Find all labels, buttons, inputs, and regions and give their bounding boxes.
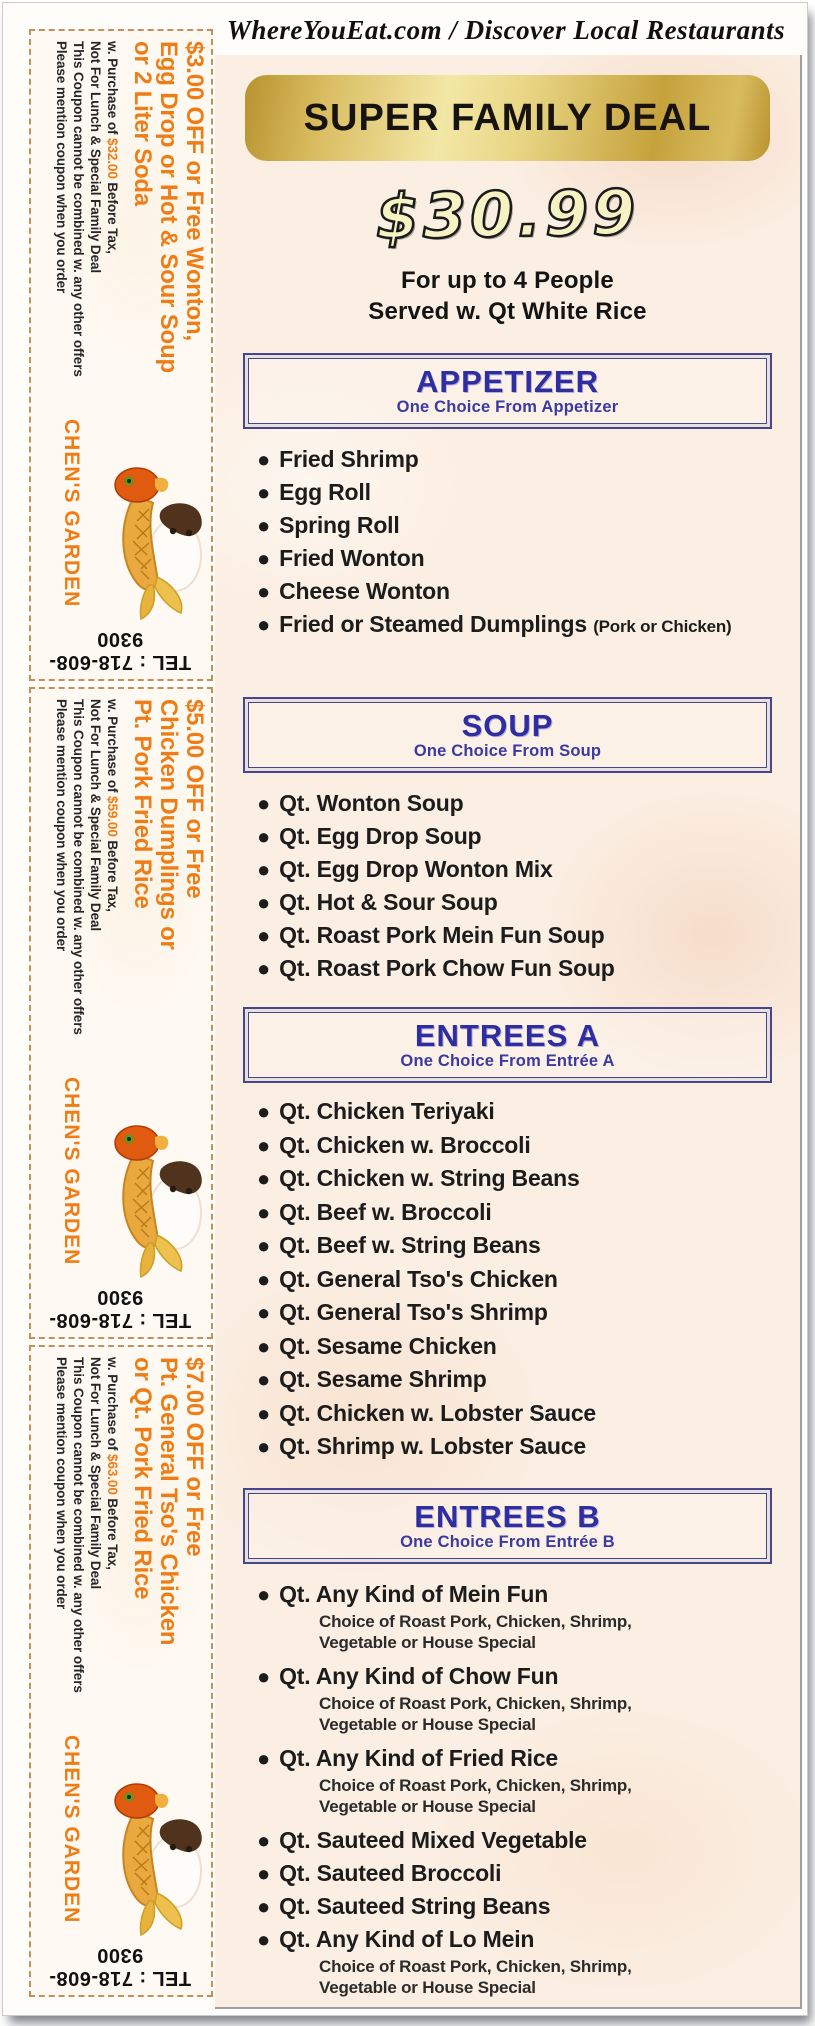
- menu-item: ● Qt. Chicken w. String Beans: [257, 1165, 580, 1191]
- section-header-entrees-b: [243, 1488, 772, 1564]
- coupon-term-line: This Coupon cannot be combined w. any other offers: [71, 1357, 86, 1693]
- coupon-term-line: Not For Lunch & Special Family Deal: [88, 699, 103, 932]
- bullet-icon: ●: [257, 1663, 271, 1689]
- coupon-headline-line: Chicken Dumplings or: [155, 699, 182, 950]
- koi-fish-logo: [101, 459, 209, 627]
- coupon-7-dollars-off: [29, 1345, 213, 1997]
- menu-page: [2, 2, 808, 2016]
- bullet-icon: ●: [257, 824, 271, 849]
- coupon-headline-line: Egg Drop or Hot & Sour Soup: [155, 41, 182, 373]
- bullet-icon: ●: [257, 1745, 271, 1771]
- coupon-5-dollars-off: [29, 687, 213, 1339]
- coupon-purchase-line: w. Purchase of $32.00 Before Tax,: [105, 41, 120, 254]
- koi-fish-logo: [101, 1117, 209, 1285]
- purchase-amount: $59.00: [105, 796, 120, 837]
- coupon-headline-line: or 2 Liter Soda: [129, 41, 156, 207]
- coupon-rotated-text: [31, 35, 209, 475]
- menu-item: ● Qt. Shrimp w. Lobster Sauce: [257, 1433, 586, 1459]
- coupon-term-line: This Coupon cannot be combined w. any other offers: [71, 699, 86, 1035]
- menu-item: ● Qt. Any Kind of Lo Mein: [257, 1925, 535, 1952]
- menu-item: ● Qt. Hot & Sour Soup: [257, 889, 498, 915]
- bullet-icon: ●: [257, 1827, 271, 1853]
- restaurant-name-vertical: CHEN'S GARDEN: [60, 1077, 83, 1266]
- section-subtitle: One Choice From Entrée A: [400, 1052, 615, 1070]
- menu-item: ● Qt. Any Kind of Chow Fun: [257, 1662, 559, 1689]
- bullet-icon: ●: [257, 923, 271, 948]
- phone-number: TEL : 718-608-9300: [48, 1944, 192, 1989]
- menu-item: ● Qt. General Tso's Shrimp: [257, 1299, 548, 1325]
- menu-item: ● Fried or Steamed Dumplings (Pork or Chicken): [257, 611, 732, 637]
- phone-number: TEL : 718-608-9300: [48, 628, 192, 673]
- bullet-icon: ●: [257, 1367, 271, 1392]
- menu-item: ● Egg Roll: [257, 479, 371, 505]
- menu-item: ● Qt. Sesame Chicken: [257, 1332, 497, 1359]
- menu-item: ● Qt. Egg Drop Wonton Mix: [257, 856, 553, 882]
- coupon-3-dollars-off: [29, 29, 213, 681]
- bullet-icon: ●: [257, 1266, 271, 1292]
- coupon-term-line: Not For Lunch & Special Family Deal: [88, 1357, 103, 1590]
- bullet-icon: ●: [257, 1434, 271, 1459]
- section-header-soup: [243, 697, 772, 773]
- coupon-term-line: This Coupon cannot be combined w. any other offers: [71, 41, 86, 377]
- coupon-headline: [129, 41, 207, 475]
- entrees-a-list: [257, 1095, 800, 1464]
- entrees-b-list: [257, 1578, 800, 1998]
- menu-item: ● Qt. Roast Pork Chow Fun Soup: [257, 955, 615, 981]
- bullet-icon: ●: [257, 1926, 271, 1952]
- bullet-icon: ●: [257, 1400, 271, 1426]
- bullet-icon: ●: [257, 1099, 271, 1124]
- menu-item-description: Choice of Roast Pork, Chicken, Shrimp, Vegetable or House Special: [319, 1693, 632, 1734]
- bullet-icon: ●: [257, 857, 271, 882]
- deal-subtitle-line: For up to 4 People: [401, 267, 614, 294]
- bullet-icon: ●: [257, 1860, 271, 1886]
- menu-item: ● Qt. Any Kind of Fried Rice: [257, 1744, 559, 1771]
- menu-item: ● Qt. Roast Pork Mein Fun Soup: [257, 922, 605, 948]
- coupon-headline-line: $7.00 OFF or Free: [181, 1357, 208, 1557]
- coupon-headline: [129, 1357, 207, 1791]
- coupon-purchase-line: w. Purchase of $63.00 Before Tax,: [105, 1357, 120, 1570]
- bullet-icon: ●: [257, 1300, 271, 1325]
- coupon-rotated-text: [31, 693, 209, 1133]
- purchase-amount: $32.00: [105, 138, 120, 179]
- bullet-icon: ●: [257, 791, 271, 816]
- coupon-terms: [53, 699, 121, 1133]
- deal-subtitle-line: Served w. Qt White Rice: [368, 298, 647, 325]
- restaurant-name-vertical: CHEN'S GARDEN: [60, 419, 83, 608]
- coupon-terms: [53, 41, 121, 475]
- deal-price: $30.99: [375, 175, 640, 254]
- deal-subtitle: [215, 265, 800, 327]
- coupon-purchase-line: w. Purchase of $59.00 Before Tax,: [105, 699, 120, 912]
- coupon-column: [29, 29, 213, 2003]
- menu-item-note: (Pork or Chicken): [593, 617, 732, 636]
- fish-head: [115, 468, 159, 502]
- bullet-icon: ●: [257, 447, 271, 472]
- menu-item: ● Qt. Chicken Teriyaki: [257, 1098, 495, 1124]
- coupon-headline-line: $3.00 OFF or Free Wonton,: [181, 41, 208, 341]
- menu-item: ● Qt. Sauteed Mixed Vegetable: [257, 1826, 587, 1853]
- fish-body: [123, 495, 157, 590]
- menu-item-description: Choice of Roast Pork, Chicken, Shrimp, Vegetable or House Special: [319, 1775, 632, 1816]
- section-header-entrees-a: [243, 1007, 772, 1083]
- menu-item: ● Fried Wonton: [257, 545, 425, 571]
- fish-eye: [127, 479, 131, 483]
- soup-list: [257, 787, 800, 985]
- menu-item: ● Qt. Chicken w. Lobster Sauce: [257, 1399, 596, 1426]
- bullet-icon: ●: [257, 1233, 271, 1258]
- coupon-terms: [53, 1357, 121, 1791]
- bullet-icon: ●: [257, 1893, 271, 1919]
- bullet-icon: ●: [257, 513, 271, 538]
- bullet-icon: ●: [257, 1166, 271, 1191]
- menu-item: ● Qt. Wonton Soup: [257, 790, 464, 816]
- deal-banner: SUPER FAMILY DEAL: [245, 75, 770, 161]
- coupon-headline-line: $5.00 OFF or Free: [181, 699, 208, 899]
- section-subtitle: One Choice From Entrée B: [400, 1532, 615, 1551]
- bullet-icon: ●: [257, 1199, 271, 1225]
- bullet-icon: ●: [257, 480, 271, 505]
- section-subtitle: One Choice From Appetizer: [396, 398, 619, 416]
- bullet-icon: ●: [257, 1132, 271, 1158]
- bullet-icon: ●: [257, 1333, 271, 1359]
- menu-item: ● Qt. Any Kind of Mein Fun: [257, 1580, 549, 1607]
- menu-item: ● Cheese Wonton: [257, 578, 450, 604]
- menu-item: ● Qt. Sauteed Broccoli: [257, 1859, 502, 1886]
- menu-item: ● Qt. General Tso's Chicken: [257, 1265, 558, 1292]
- section-title: ENTREES A: [414, 1018, 601, 1053]
- koi-fish-logo: [101, 1775, 209, 1943]
- section-subtitle: One Choice From Soup: [413, 742, 602, 760]
- coupon-term-line: Please mention coupon when you order: [54, 1357, 69, 1610]
- menu-item: ● Qt. Beef w. String Beans: [257, 1232, 541, 1258]
- bullet-icon: ●: [257, 1581, 271, 1607]
- appetizer-list: [257, 443, 800, 643]
- coupon-headline: [129, 699, 207, 1133]
- menu-item: ● Qt. Sesame Shrimp: [257, 1366, 487, 1392]
- coupon-headline-line: or Qt. Pork Fried Rice: [129, 1357, 156, 1600]
- section-title: APPETIZER: [416, 364, 599, 399]
- menu-item: ● Fried Shrimp: [257, 446, 419, 472]
- coupon-term-line: Please mention coupon when you order: [54, 41, 69, 294]
- bullet-icon: ●: [257, 579, 271, 604]
- bullet-icon: ●: [257, 890, 271, 915]
- coupon-headline-line: Pt. General Tso's Chicken: [155, 1357, 182, 1646]
- menu-item: ● Qt. Sauteed String Beans: [257, 1892, 551, 1919]
- bullet-icon: ●: [257, 546, 271, 571]
- menu-item: ● Spring Roll: [257, 512, 400, 538]
- fish-tail: [140, 585, 154, 619]
- menu-item-description: Choice of Roast Pork, Chicken, Shrimp, Vegetable or House Special: [319, 1956, 632, 1997]
- menu-item: ● Qt. Chicken w. Broccoli: [257, 1131, 531, 1158]
- site-header: WhereYouEat.com / Discover Local Restaurants: [226, 15, 786, 45]
- menu-item: ● Qt. Egg Drop Soup: [257, 823, 482, 849]
- bullet-icon: ●: [257, 612, 271, 637]
- menu-item: ● Qt. Beef w. Broccoli: [257, 1198, 492, 1225]
- family-deal-menu-panel: [215, 55, 802, 2009]
- menu-item-description: Choice of Roast Pork, Chicken, Shrimp, Vegetable or House Special: [319, 1611, 632, 1652]
- restaurant-name-vertical: CHEN'S GARDEN: [60, 1735, 83, 1924]
- coupon-term-line: Not For Lunch & Special Family Deal: [88, 41, 103, 274]
- purchase-amount: $63.00: [105, 1454, 120, 1495]
- bullet-icon: ●: [257, 956, 271, 981]
- section-title: SOUP: [461, 708, 554, 743]
- section-header-appetizer: [243, 353, 772, 429]
- coupon-headline-line: Pt. Pork Fried Rice: [129, 699, 156, 909]
- phone-number: TEL : 718-608-9300: [48, 1286, 192, 1331]
- coupon-rotated-text: [31, 1351, 209, 1791]
- coupon-term-line: Please mention coupon when you order: [54, 699, 69, 952]
- section-title: ENTREES B: [414, 1498, 601, 1534]
